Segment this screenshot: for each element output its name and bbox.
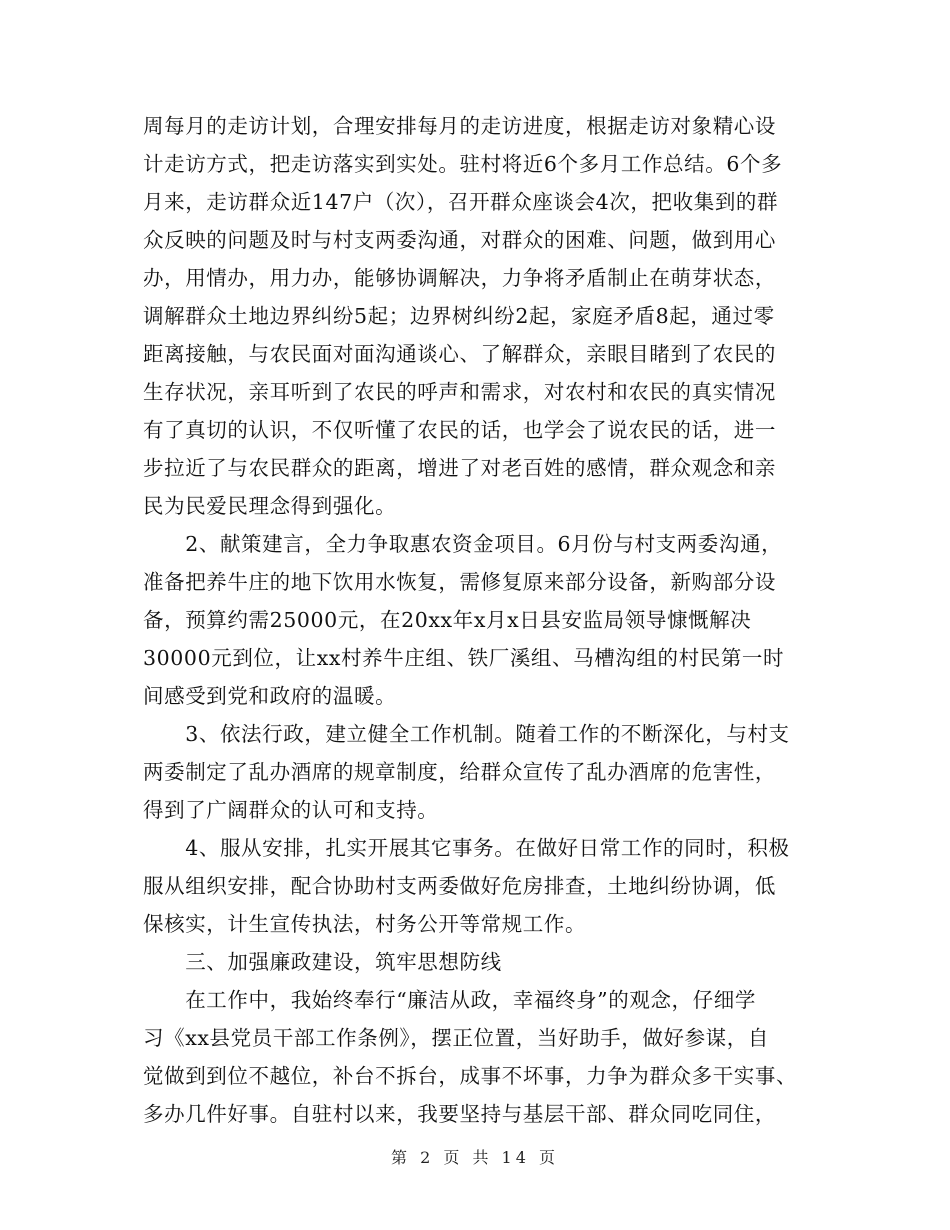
text-line: 在工作中，我始终奉行“廉洁从政，幸福终身”的观念，仔细学: [143, 988, 756, 1012]
text-line: 保核实，计生宣传执法，村务公开等常规工作。: [143, 912, 587, 936]
text-line: 觉做到到位不越位，补台不拆台，成事不坏事，力争为群众多干实事、: [143, 1064, 798, 1088]
text-line: 多办几件好事。自驻村以来，我要坚持与基层干部、群众同吃同住，: [143, 1102, 776, 1126]
text-line: 有了真切的认识，不仅听懂了农民的话，也学会了说农民的话，进一: [143, 418, 776, 442]
text-line: 生存状况，亲耳听到了农民的呼声和需求，对农村和农民的真实情况: [143, 380, 776, 404]
page-footer: 第 2 页 共 14 页: [391, 1148, 559, 1167]
text-line: 2、献策建言，全力争取惠农资金项目。6月份与村支两委沟通，: [143, 532, 783, 556]
text-line: 众反映的问题及时与村支两委沟通，对群众的困难、问题，做到用心: [143, 228, 776, 252]
text-line: 间感受到党和政府的温暖。: [143, 684, 397, 708]
text-line: 得到了广阔群众的认可和支持。: [143, 798, 439, 822]
text-line: 3、依法行政，建立健全工作机制。随着工作的不断深化，与村支: [143, 722, 790, 746]
text-line: 距离接触，与农民面对面沟通谈心、了解群众，亲眼目睹到了农民的: [143, 342, 776, 366]
section-heading: 三、加强廉政建设，筑牢思想防线: [143, 950, 502, 974]
text-line: 30000元到位，让xx村养牛庄组、铁厂溪组、马槽沟组的村民第一时: [143, 646, 785, 670]
text-line: 4、服从安排，扎实开展其它事务。在做好日常工作的同时，积极: [143, 836, 790, 860]
text-line: 月来，走访群众近147户（次），召开群众座谈会4次，把收集到的群: [143, 190, 779, 214]
text-line: 民为民爱民理念得到强化。: [143, 494, 397, 518]
text-line: 周每月的走访计划，合理安排每月的走访进度，根据走访对象精心设: [143, 114, 776, 138]
text-line: 习《xx县党员干部工作条例》，摆正位置，当好助手，做好参谋，自: [143, 1026, 769, 1050]
text-line: 备，预算约需25000元，在20xx年x月x日县安监局领导慷慨解决: [143, 608, 752, 632]
text-line: 办，用情办，用力办，能够协调解决，力争将矛盾制止在萌芽状态，: [143, 266, 776, 290]
text-line: 服从组织安排，配合协助村支两委做好危房排查，土地纠纷协调，低: [143, 874, 776, 898]
text-line: 步拉近了与农民群众的距离，增进了对老百姓的感情，群众观念和亲: [143, 456, 776, 480]
text-line: 计走访方式，把走访落实到实处。驻村将近6个多月工作总结。6个多: [143, 152, 783, 176]
text-line: 两委制定了乱办酒席的规章制度，给群众宣传了乱办酒席的危害性，: [143, 760, 776, 784]
text-line: 调解群众土地边界纠纷5起；边界树纠纷2起，家庭矛盾8起，通过零: [143, 304, 775, 328]
text-line: 准备把养牛庄的地下饮用水恢复，需修复原来部分设备，新购部分设: [143, 570, 776, 594]
